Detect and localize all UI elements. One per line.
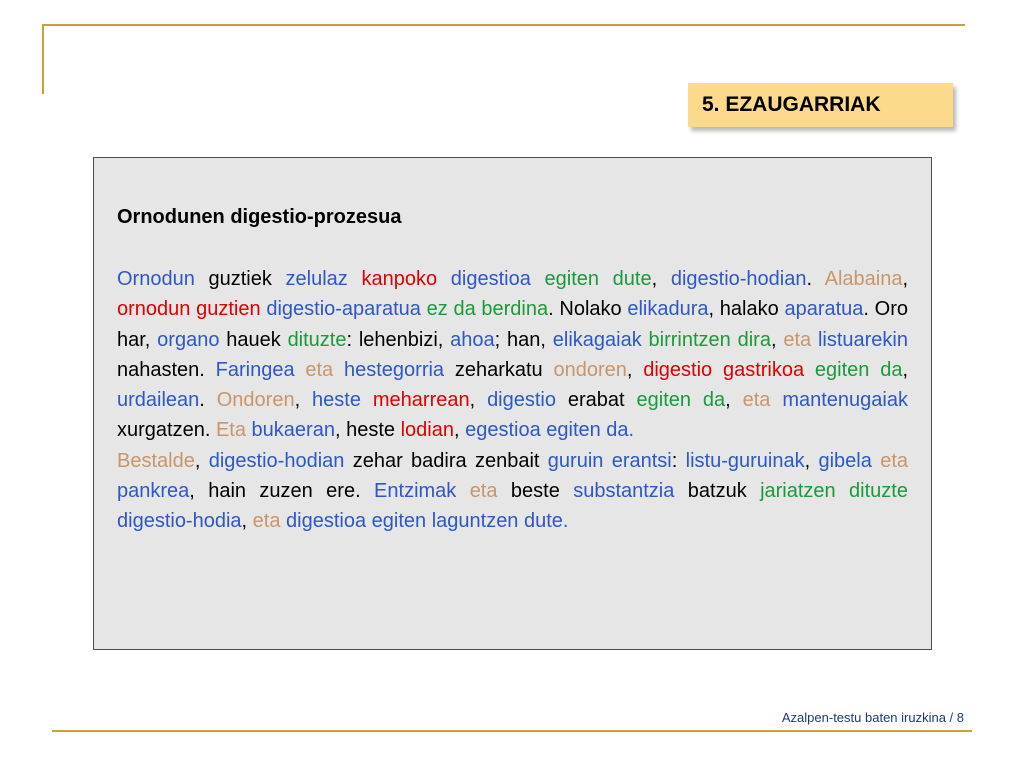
text-run: ahoa [450,328,495,351]
text-run: , halako [708,298,785,321]
text-run: heste [312,389,361,412]
text-run [770,389,782,411]
paragraph-2 [117,446,908,537]
text-run: zelulaz [285,268,348,290]
text-run: urdailean [117,389,200,412]
text-run [456,480,469,502]
text-run: , [902,358,909,381]
footer-text: Azalpen-testu baten iruzkina / 8 [781,710,964,725]
text-run: aparatua [784,298,864,321]
text-run [872,450,880,472]
text-run: , [902,268,909,290]
text-run: guztiek [194,268,286,290]
text-run: guruin erantsi [547,449,672,472]
text-run [811,329,818,351]
text-run: egestioa egiten da. [465,419,635,442]
text-run: ornodun guztien [117,298,261,321]
text-run: . [806,268,825,290]
text-run: digestio-aparatua [266,298,421,321]
text-run: zehar badira zenbait [344,449,548,472]
text-run: lodian [400,419,454,442]
text-run: Ondoren [216,389,295,412]
text-run: pankrea [117,480,190,503]
section-tag-label: 5. EZAUGARRIAK [702,93,881,116]
text-run: hestegorria [343,358,445,381]
text-run: elikagaiak [552,328,642,351]
text-run: , [804,449,819,472]
text-run: digestio-hodia [117,510,242,533]
text-run: , [651,268,671,290]
text-run: , heste [334,419,401,442]
text-run: Bestalde [117,449,195,472]
text-run: ez da berdina [426,298,549,321]
box-body [117,264,908,537]
text-run: jariatzen dituzte [760,480,908,503]
text-run: eta [305,358,334,381]
text-run: xurgatzen. [117,419,216,442]
text-run: eta [880,449,909,472]
text-run: zeharkatu [444,358,554,381]
text-run: gibela [818,449,872,472]
text-run: Alabaina [824,268,903,290]
text-run: eta [783,328,812,351]
text-run: : [671,449,686,472]
text-run: erabat [556,389,637,412]
text-run: meharrean [372,389,470,412]
frame-top-line [42,24,965,26]
text-run: eta [742,389,771,412]
text-run: digestio gastrikoa [643,358,805,381]
text-run: digestio [487,389,556,412]
text-run: . Oro har, [117,298,909,351]
text-run: organo [157,328,220,351]
text-run: beste [497,480,574,503]
text-run: nahasten. [117,358,216,381]
text-run: batzuk [674,480,761,503]
text-run: eta [469,480,498,503]
text-run: , [194,449,209,472]
text-run: , [241,510,253,533]
text-run [295,359,306,381]
text-run: Entzimak [374,480,457,503]
text-run: mantenugaiak [782,389,908,412]
text-run: Eta [215,419,246,442]
section-tag [688,83,953,127]
text-run: kanpoko [361,268,438,290]
text-run: , [626,358,644,381]
text-run: egiten da [636,389,726,412]
text-run [437,268,451,290]
text-run: , hain zuzen ere. [189,480,375,503]
text-run [361,389,373,411]
text-run: . Nolako [548,298,628,321]
text-run [531,268,545,290]
text-run: egiten dute [544,268,652,290]
frame-bottom-line [52,730,972,732]
text-run: listuarekin [817,328,908,351]
text-run: , [294,389,313,412]
text-run [333,359,344,381]
text-run: hauek [219,328,288,351]
text-run: Faringea [215,358,295,381]
text-run: elikadura [627,298,709,321]
text-run: digestioa egiten laguntzen dute. [286,510,569,533]
box-title: Ornodunen digestio-prozesua [117,206,402,228]
text-run: ondoren [553,358,627,381]
text-run: egiten da [814,358,903,381]
text-run: digestio-hodian [670,268,807,290]
text-run: , [725,389,743,412]
text-run: , [770,328,784,351]
text-run: Ornodun [117,268,195,290]
text-run: . [199,389,217,412]
text-run: : lehenbizi, [346,328,451,351]
text-run: birrintzen dira [648,328,771,351]
text-run: digestioa [450,268,531,290]
frame-left-line [42,24,44,94]
text-run: dituzte [287,328,347,351]
text-run: ; han, [494,328,553,351]
text-run [642,329,649,351]
text-run: , [469,389,488,412]
text-run: , [453,419,466,442]
paragraph-1 [117,264,908,446]
text-run [804,359,815,381]
text-run [348,268,362,290]
text-run: bukaeran [251,419,335,442]
text-run: listu-guruinak [685,449,805,472]
text-run: eta [252,510,281,533]
text-run: digestio-hodian [208,449,345,472]
text-run: substantzia [573,480,675,503]
